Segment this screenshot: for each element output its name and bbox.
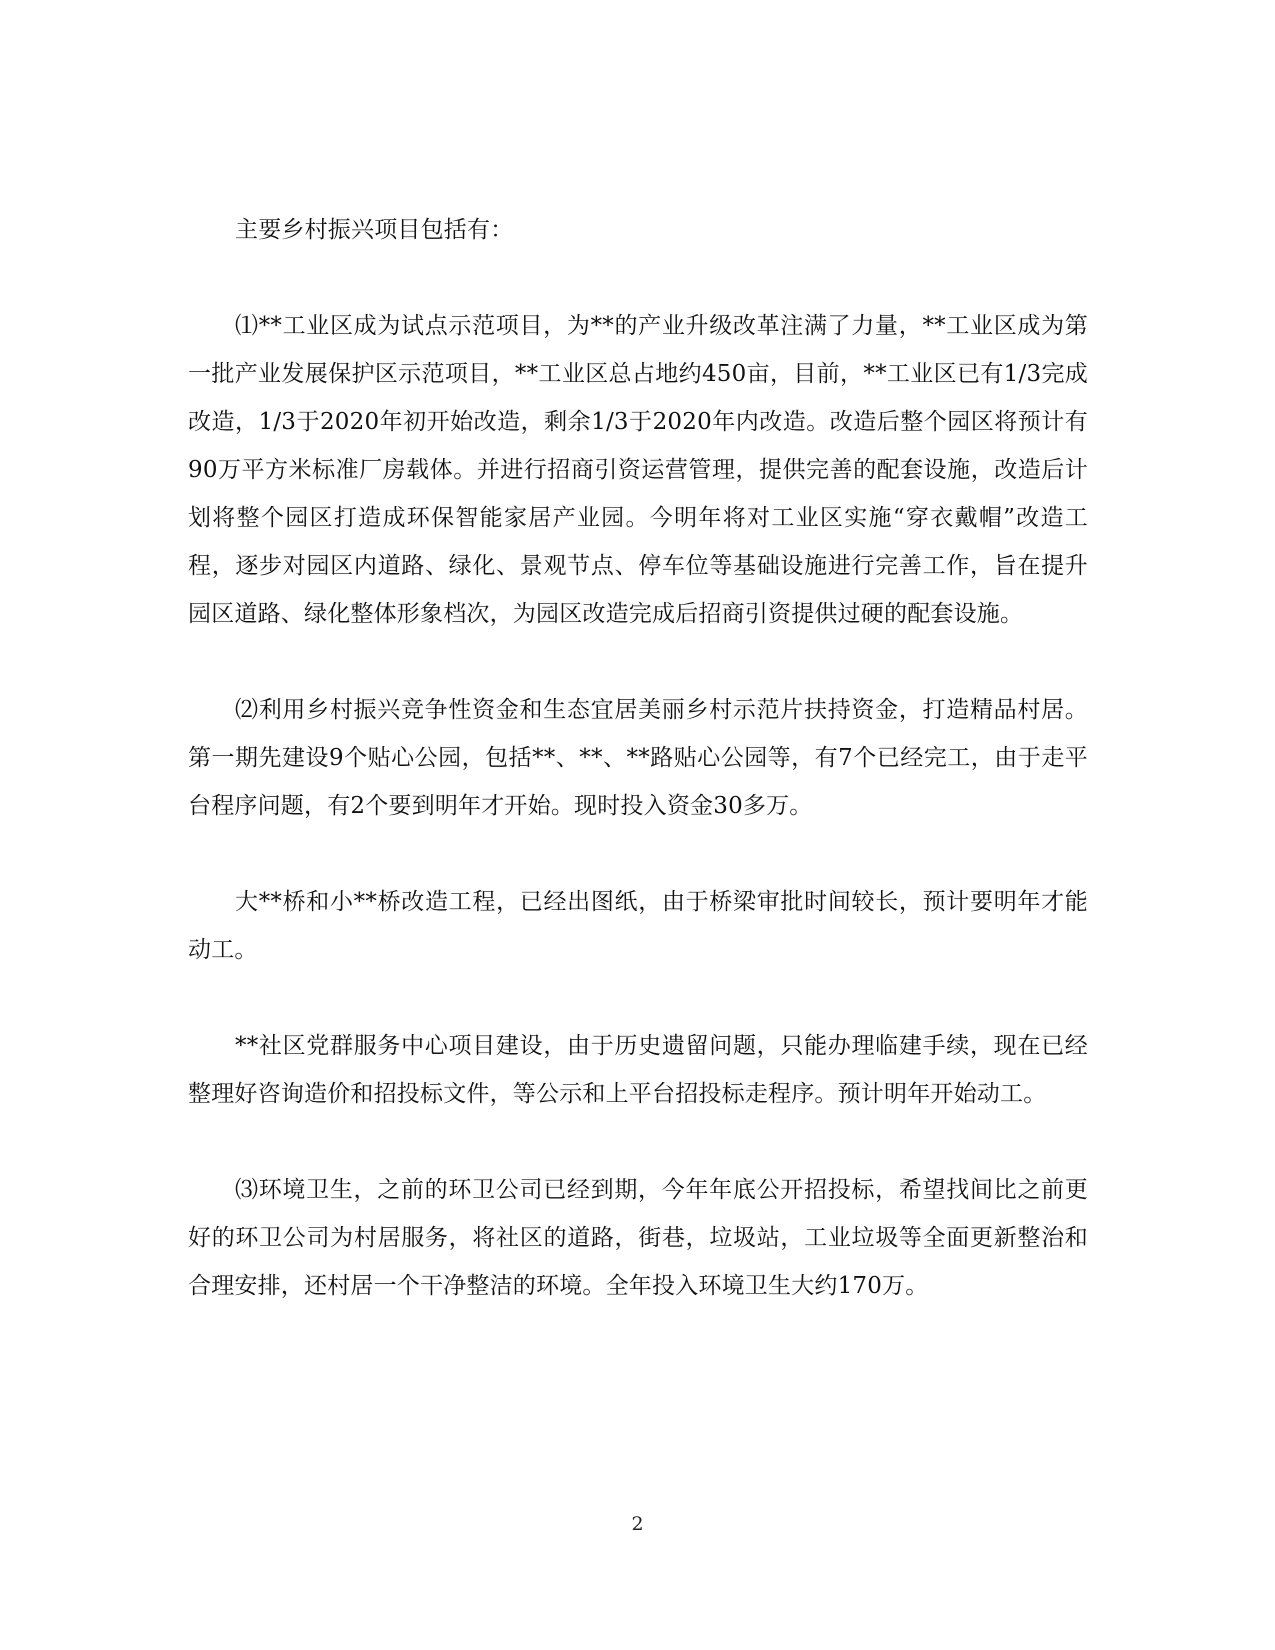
paragraph-bridge-project: 大**桥和小**桥改造工程，已经出图纸，由于桥梁审批时间较长，预计要明年才能动工。 (188, 889, 1088, 963)
paragraph-village-parks: ⑵利用乡村振兴竞争性资金和生态宜居美丽乡村示范片扶持资金，打造精品村居。第一期先建设9个贴心公园，包括**、**、**路贴心公园等，有7个已经完工，由于走平台程序问题，有2个要到明年才开始。现时投入资金30多万。 (188, 697, 1088, 819)
paragraph-service-center: **社区党群服务中心项目建设，由于历史遗留问题，只能办理临建手续，现在已经整理好咨询造价和招投标文件，等公示和上平台招投标走程序。预计明年开始动工。 (188, 1033, 1088, 1107)
paragraph-gap (188, 1118, 1088, 1166)
intro-paragraph: 主要乡村振兴项目包括有： (235, 217, 514, 243)
paragraph-industrial-zone: ⑴**工业区成为试点示范项目，为**的产业升级改革注满了力量，**工业区成为第一批产业发展保护区示范项目，**工业区总占地约450亩，目前，**工业区已有1/3完成改造，1/3于2020年初开始改造，剩余1/3于2020年内改造。改造后整个园区将预计有90万平方米标准厂房载体。并进行招商引资运营管理，提供完善的配套设施，改造后计划将整个园区打造成环保智能家居产业园。今明年将对工业区实施“穿衣戴帽”改造工程，逐步对园区内道路、绿化、景观节点、停车位等基础设施进行完善工作，旨在提升园区道路、绿化整体形象档次，为园区改造完成后招商引资提供过硬的配套设施。 (188, 313, 1088, 627)
document-body (188, 206, 1088, 1310)
page-number: 2 (631, 1513, 644, 1535)
paragraph-gap (188, 830, 1088, 878)
paragraph-gap (188, 974, 1088, 1022)
paragraph-environment: ⑶环境卫生，之前的环卫公司已经到期，今年年底公开招投标，希望找间比之前更好的环卫公司为村居服务，将社区的道路，街巷，垃圾站，工业垃圾等全面更新整治和合理安排，还村居一个干净整洁的环境。全年投入环境卫生大约170万。 (188, 1177, 1088, 1299)
paragraph-gap (188, 254, 1088, 302)
paragraph-gap (188, 638, 1088, 686)
